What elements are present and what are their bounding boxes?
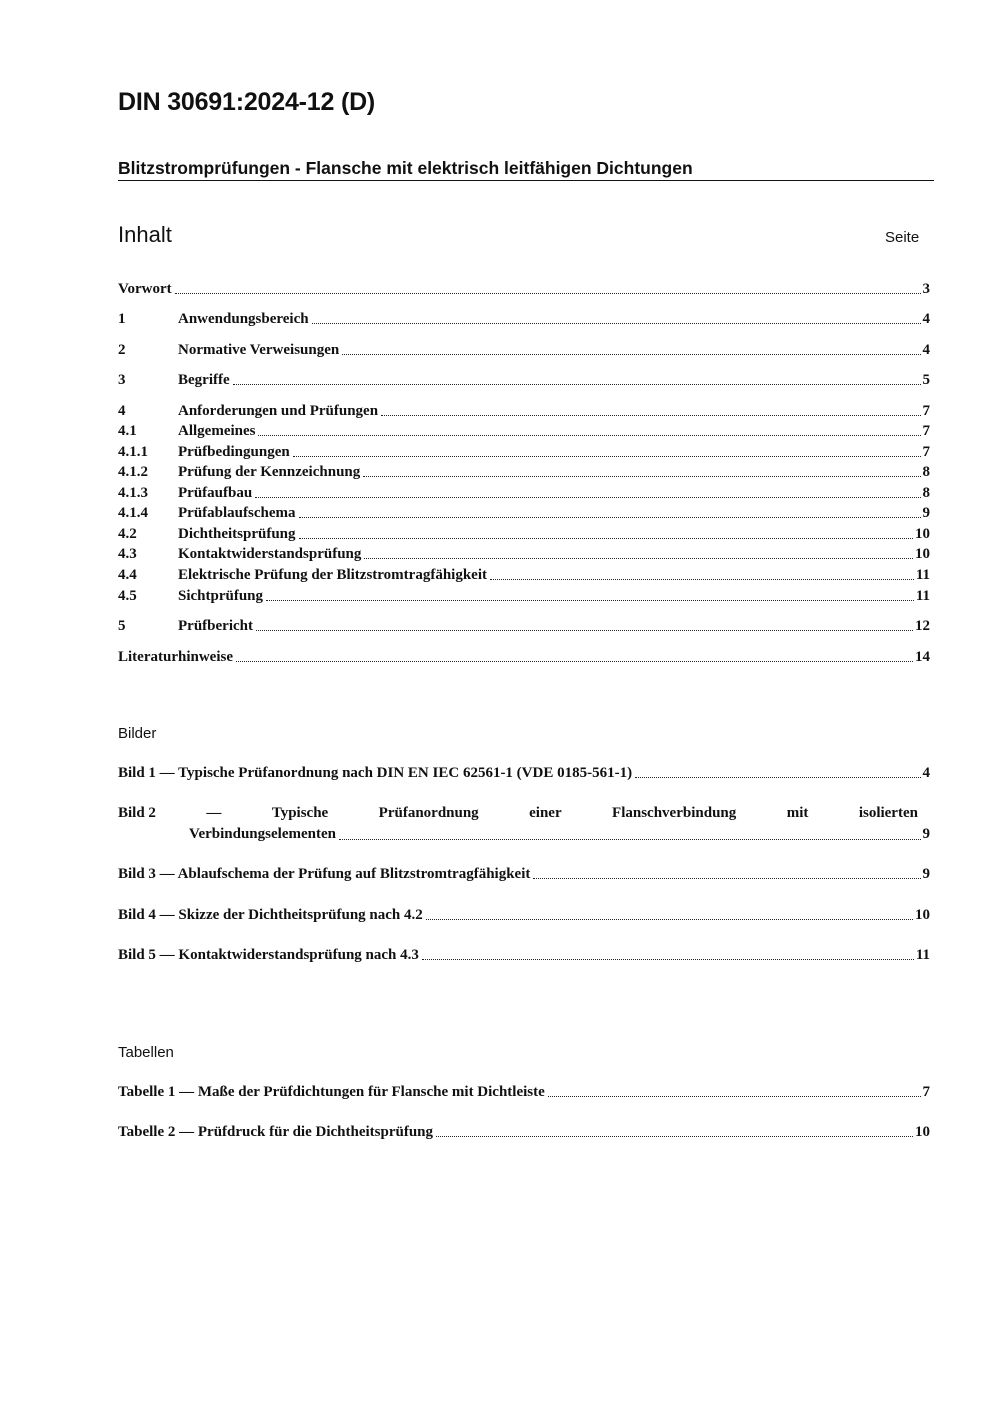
toc-entry-5[interactable] <box>118 616 930 636</box>
table-entry-text: Tabelle 2 — Prüfdruck für die Dichtheitsprüfung <box>118 1124 434 1140</box>
toc-entry-page: 12 <box>915 618 930 634</box>
figure-entry-text: Bild 4 — Skizze der Dichtheitsprüfung nach 4.2 <box>118 907 423 923</box>
toc-entry-number: 4.1.1 <box>118 444 148 460</box>
table-entry-2[interactable] <box>118 1122 930 1142</box>
dot-leader <box>363 475 920 477</box>
toc-entry-number: 4.2 <box>118 526 137 542</box>
toc-entry-4-1-2[interactable] <box>118 462 930 482</box>
toc-entry-text: Prüfaufbau <box>178 485 253 501</box>
dot-leader <box>255 496 920 498</box>
toc-entry-text: Elektrische Prüfung der Blitzstromtragfähigkeit <box>178 567 487 583</box>
dot-leader <box>548 1095 921 1097</box>
figure-entry-text: Verbindungselementen <box>189 826 336 842</box>
toc-entry-number: 4.1 <box>118 423 137 439</box>
toc-entry-page: 10 <box>915 546 930 562</box>
toc-entry-text: Begriffe <box>178 372 230 388</box>
toc-entry-page: 5 <box>922 372 930 388</box>
dot-leader <box>381 414 920 416</box>
toc-entry-text: Dichtheitsprüfung <box>178 526 296 542</box>
figure-entry-word: Bild 2 <box>118 805 156 821</box>
page-column-label: Seite <box>885 229 920 246</box>
dot-leader <box>236 660 913 662</box>
figure-entry-3[interactable] <box>118 864 930 884</box>
toc-entry-1[interactable] <box>118 309 930 329</box>
toc-entry-4-5[interactable] <box>118 586 930 606</box>
figure-entry-word: mit <box>786 805 809 821</box>
dot-leader <box>256 629 913 631</box>
toc-entry-number: 4.1.2 <box>118 464 148 480</box>
dot-leader <box>233 383 921 385</box>
figures-heading: Bilder <box>118 725 157 742</box>
toc-entry-number: 4.1.4 <box>118 505 148 521</box>
toc-entry-text: Normative Verweisungen <box>178 342 340 358</box>
toc-entry-text: Literaturhinweise <box>118 649 233 665</box>
figure-entry-5[interactable] <box>118 945 930 965</box>
figure-entry-page: 10 <box>915 907 930 923</box>
toc-entry-page: 7 <box>922 444 930 460</box>
dot-leader <box>533 877 920 879</box>
toc-entry-4-2[interactable] <box>118 524 930 544</box>
toc-heading: Inhalt <box>118 222 172 247</box>
document-subtitle: Blitzstromprüfungen - Flansche mit elektrisch leitfähigen Dichtungen <box>118 158 934 181</box>
figure-entry-word: einer <box>529 805 562 821</box>
toc-entry-4[interactable] <box>118 401 930 421</box>
toc-entry-text: Sichtprüfung <box>178 588 264 604</box>
toc-entry-page: 8 <box>922 485 930 501</box>
toc-entry-4-4[interactable] <box>118 565 930 585</box>
dot-leader <box>490 578 914 580</box>
dot-leader <box>422 958 914 960</box>
dot-leader <box>312 322 921 324</box>
toc-entry-number: 4 <box>118 403 126 419</box>
toc-entry-number: 3 <box>118 372 126 388</box>
dot-leader <box>266 599 914 601</box>
dot-leader <box>293 455 921 457</box>
toc-entry-text: Prüfablaufschema <box>178 505 296 521</box>
toc-entry-number: 5 <box>118 618 126 634</box>
figure-entry-page: 4 <box>922 765 930 781</box>
toc-entry-4-1-4[interactable] <box>118 503 930 523</box>
table-entry-text: Tabelle 1 — Maße der Prüfdichtungen für Flansche mit Dichtleiste <box>118 1084 545 1100</box>
toc-entry-4-1[interactable] <box>118 421 930 441</box>
figure-entry-page: 11 <box>915 947 930 963</box>
toc-entry-number: 1 <box>118 311 126 327</box>
toc-entry-page: 4 <box>922 342 930 358</box>
toc-entry-vorwort[interactable] <box>118 279 930 299</box>
toc-entry-page: 7 <box>922 403 930 419</box>
figure-entry-text: Bild 3 — Ablaufschema der Prüfung auf Blitzstromtragfähigkeit <box>118 866 531 882</box>
figure-entry-word: Prüfanordnung <box>378 805 479 821</box>
toc-entry-text: Prüfung der Kennzeichnung <box>178 464 361 480</box>
toc-entry-page: 14 <box>915 649 930 665</box>
dot-leader <box>299 537 913 539</box>
toc-entry-text: Kontaktwiderstandsprüfung <box>178 546 362 562</box>
figure-entry-2[interactable] <box>118 803 930 845</box>
dot-leader <box>339 838 921 840</box>
figure-entry-text: Bild 5 — Kontaktwiderstandsprüfung nach 4.3 <box>118 947 419 963</box>
dot-leader <box>258 434 920 436</box>
toc-entry-text: Anwendungsbereich <box>178 311 309 327</box>
toc-entry-2[interactable] <box>118 340 930 360</box>
toc-entry-text: Allgemeines <box>178 423 256 439</box>
figure-entry-continuation <box>118 824 930 845</box>
figure-entry-word: Typische <box>271 805 329 821</box>
toc-entry-number: 4.3 <box>118 546 137 562</box>
document-title: DIN 30691:2024-12 (D) <box>118 88 376 116</box>
toc-entry-number: 4.1.3 <box>118 485 148 501</box>
figure-entry-text-line <box>118 803 918 824</box>
toc-entry-number: 4.5 <box>118 588 137 604</box>
toc-entry-4-1-1[interactable] <box>118 442 930 462</box>
figure-entry-word: — <box>206 805 222 821</box>
toc-entry-text: Vorwort <box>118 281 172 297</box>
toc-entry-text: Prüfbericht <box>178 618 253 634</box>
toc-entry-page: 8 <box>922 464 930 480</box>
dot-leader <box>175 292 921 294</box>
toc-entry-3[interactable] <box>118 370 930 390</box>
toc-entry-page: 9 <box>922 505 930 521</box>
toc-entry-literaturhinweise[interactable] <box>118 647 930 667</box>
table-entry-page: 7 <box>922 1084 930 1100</box>
toc-entry-4-3[interactable] <box>118 544 930 564</box>
toc-entry-page: 11 <box>915 588 930 604</box>
toc-entry-number: 4.4 <box>118 567 137 583</box>
toc-entry-4-1-3[interactable] <box>118 483 930 503</box>
toc-entry-page: 7 <box>922 423 930 439</box>
table-entry-1[interactable] <box>118 1082 930 1102</box>
dot-leader <box>426 918 913 920</box>
toc-entry-page: 11 <box>915 567 930 583</box>
figure-entry-word: isolierten <box>858 805 918 821</box>
toc-entry-number: 2 <box>118 342 126 358</box>
dot-leader <box>299 516 921 518</box>
figure-entry-word: Flanschverbindung <box>612 805 737 821</box>
toc-entry-page: 3 <box>922 281 930 297</box>
dot-leader <box>342 353 920 355</box>
figure-entry-page: 9 <box>922 866 930 882</box>
dot-leader <box>635 776 920 778</box>
figure-entry-page: 9 <box>922 826 930 842</box>
figure-entry-4[interactable] <box>118 905 930 925</box>
toc-entry-page: 10 <box>915 526 930 542</box>
toc-entry-text: Anforderungen und Prüfungen <box>178 403 379 419</box>
dot-leader <box>364 557 913 559</box>
toc-entry-text: Prüfbedingungen <box>178 444 290 460</box>
figure-entry-text: Bild 1 — Typische Prüfanordnung nach DIN EN IEC 62561-1 (VDE 0185-561-1) <box>118 765 633 781</box>
dot-leader <box>436 1135 913 1137</box>
table-entry-page: 10 <box>915 1124 930 1140</box>
tables-heading: Tabellen <box>118 1044 174 1061</box>
toc-entry-page: 4 <box>922 311 930 327</box>
figure-entry-1[interactable] <box>118 763 930 783</box>
